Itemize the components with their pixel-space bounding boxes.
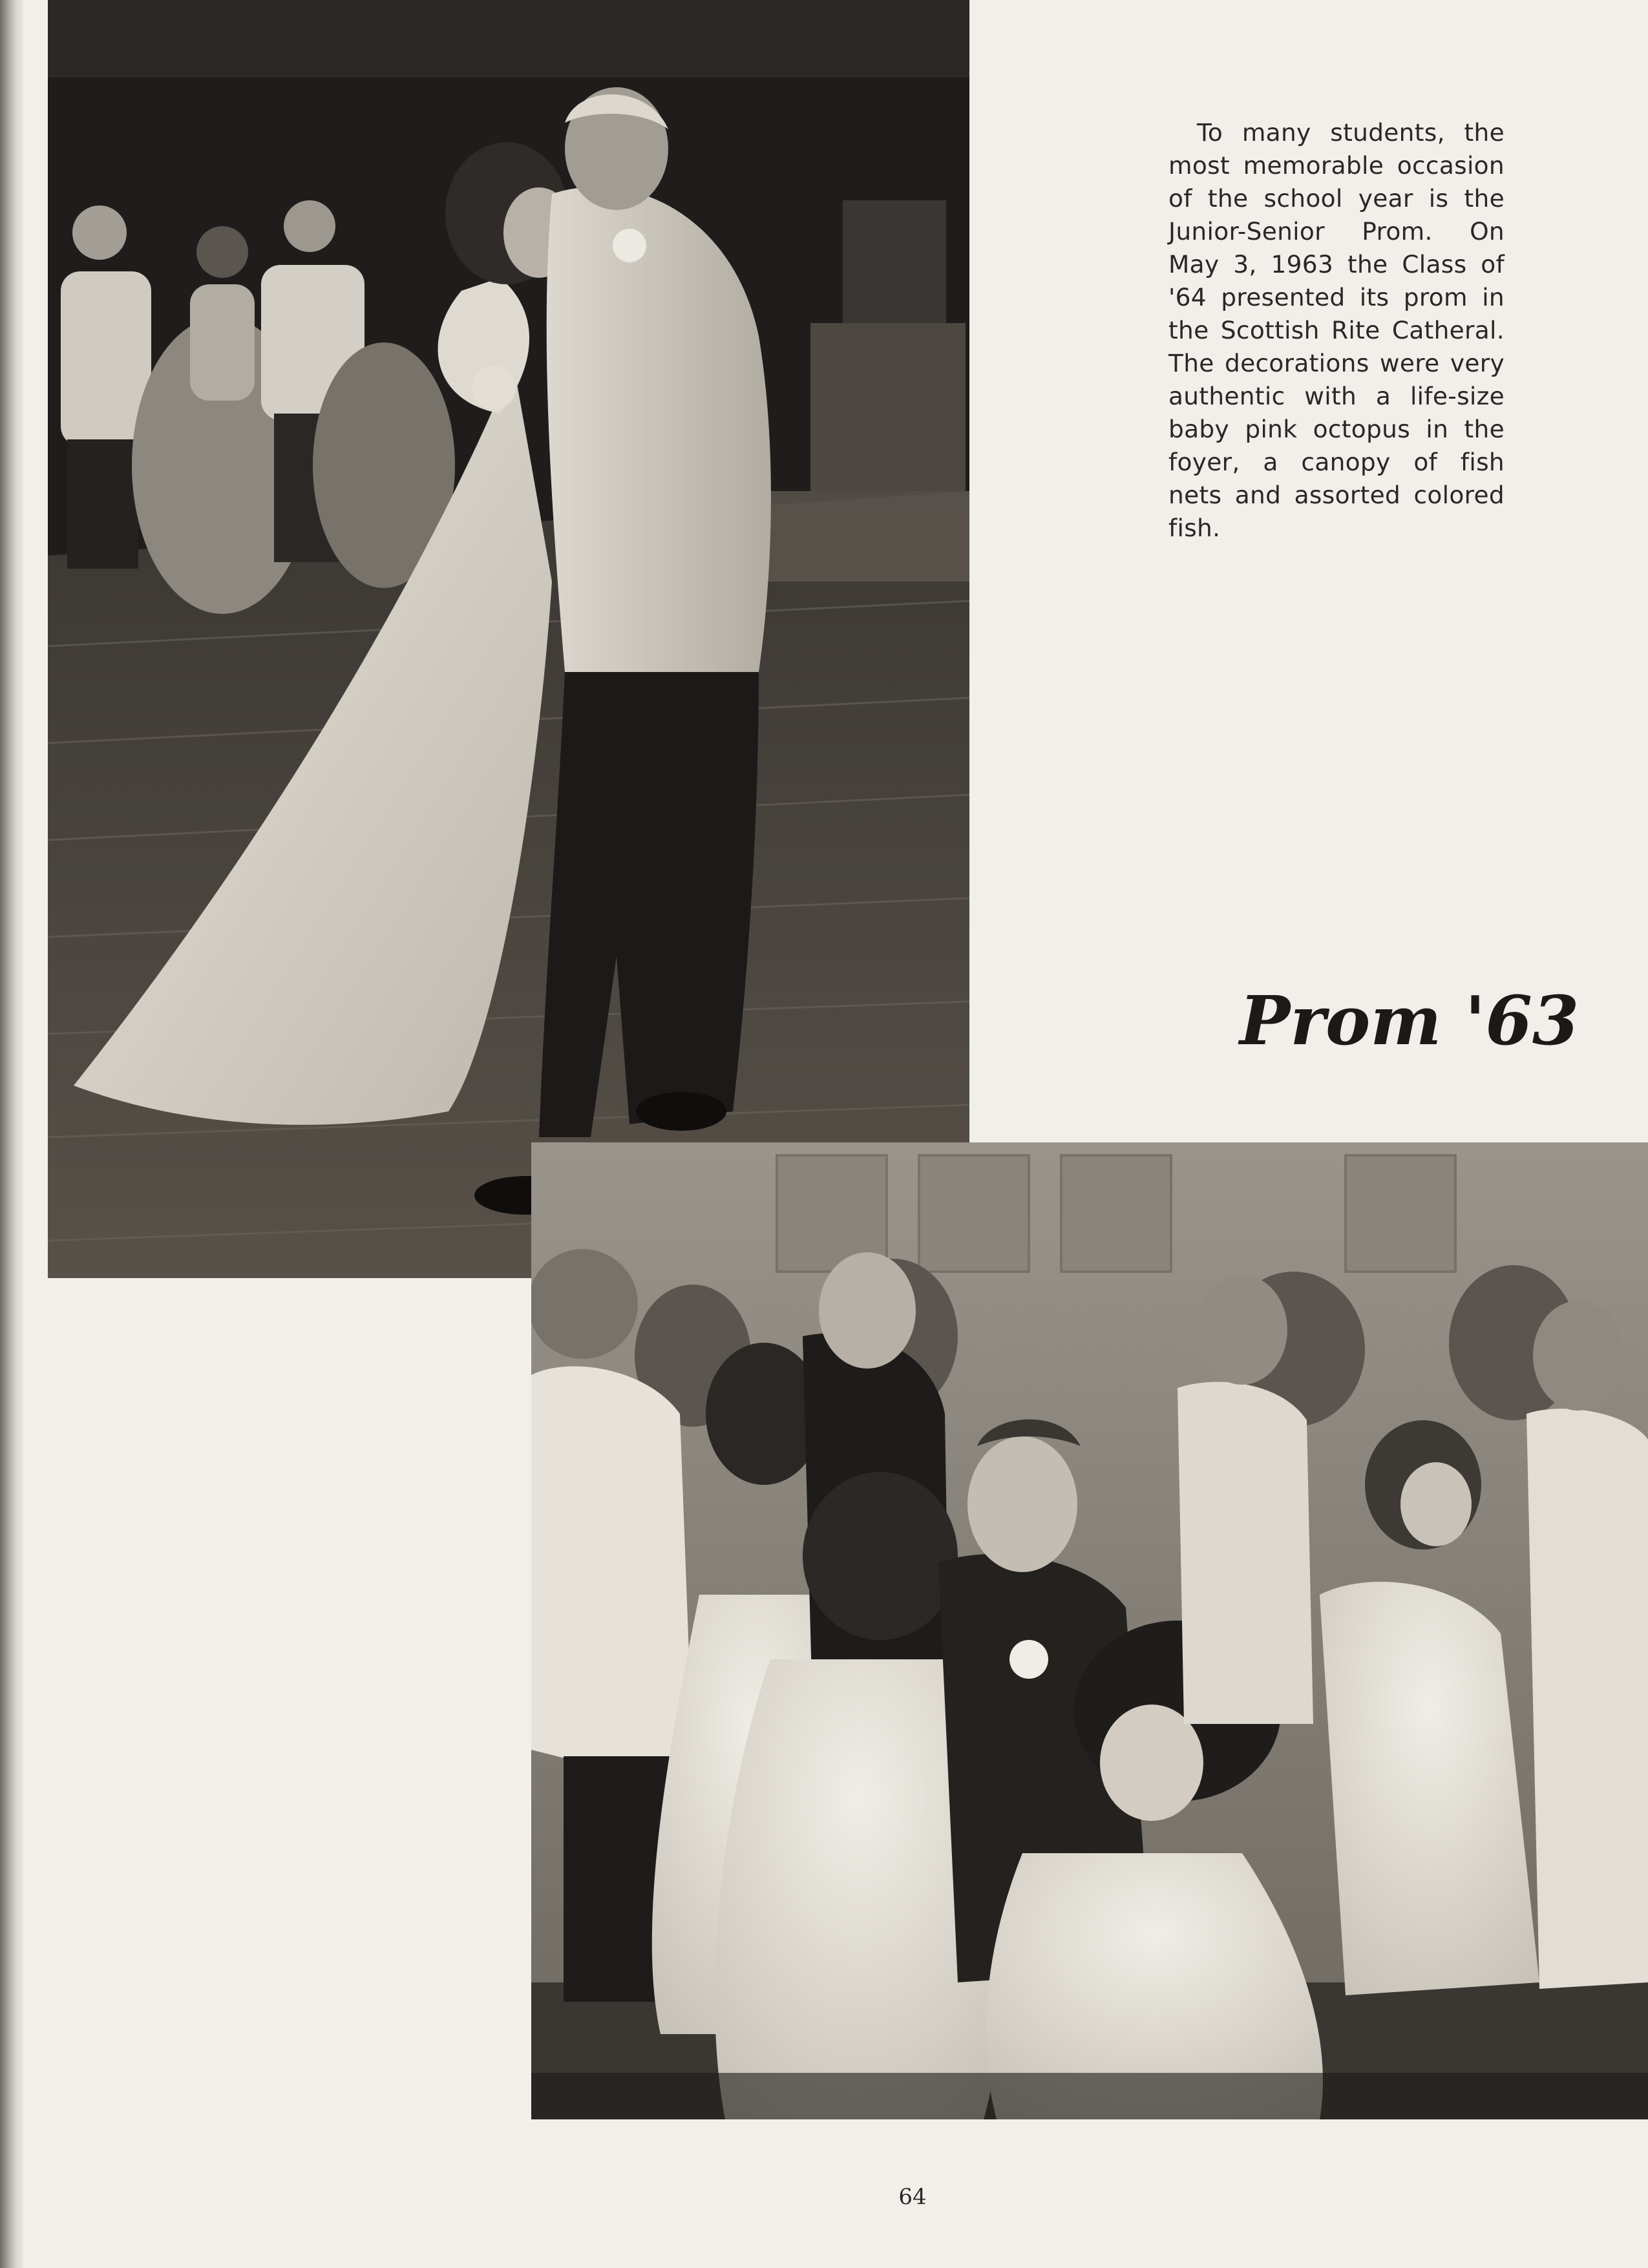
intro-paragraph: To many students, the most memorable occasion of the school year is the Junior-Senior Prom. On May 3, 1963 the Class of '64 presented its prom in the Scottish Rite Catheral. The decorations were very authentic with a life-size baby pink octopus in the foyer, a canopy of fish nets and assorted colored fish.	[1168, 118, 1505, 542]
page-number: 64	[898, 2184, 927, 2210]
book-spine	[0, 0, 23, 2268]
page-title: Prom '63	[1240, 981, 1579, 1060]
crowded-dance-floor-photo	[531, 1142, 1648, 2119]
couple-dancing-photo	[48, 0, 969, 1278]
